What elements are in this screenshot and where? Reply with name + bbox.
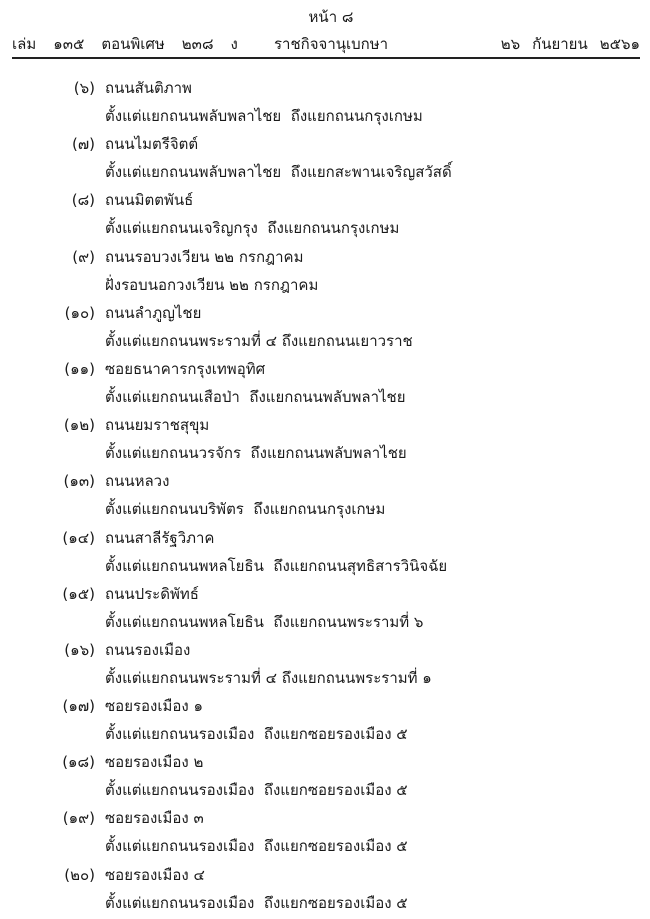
item-number: (๑๕) bbox=[62, 584, 95, 603]
item-description: ตั้งแต่แยกถนนพลับพลาไชย ถึงแยกสะพานเจริญสวัสดิ์ bbox=[105, 163, 452, 182]
section-label: ตอนพิเศษ bbox=[101, 35, 165, 53]
section-letter: ง bbox=[230, 35, 238, 53]
item-number: (๒๐) bbox=[64, 865, 95, 884]
item-description: ตั้งแต่แยกถนนบริพัตร ถึงแยกถนนกรุงเกษม bbox=[105, 500, 386, 519]
item-description: ฝั่งรอบนอกวงเวียน ๒๒ กรกฎาคม bbox=[105, 275, 319, 294]
volume-number: ๑๓๕ bbox=[53, 35, 85, 53]
item-description: ตั้งแต่แยกถนนเจริญกรุง ถึงแยกถนนกรุงเกษม bbox=[105, 219, 400, 238]
item-title: ถนนลำภูญไชย bbox=[105, 303, 202, 322]
list-item bbox=[0, 76, 650, 132]
page-number-title: หน้า ๘ bbox=[308, 8, 354, 26]
publication-name: ราชกิจจานุเบกษา bbox=[274, 35, 389, 53]
section-number: ๒๓๘ bbox=[181, 35, 214, 53]
list-item bbox=[0, 638, 650, 694]
volume-label: เล่ม bbox=[12, 35, 37, 53]
list-item bbox=[0, 694, 650, 750]
item-title: ซอยรองเมือง ๓ bbox=[105, 809, 204, 828]
item-number: (๑๘) bbox=[62, 753, 95, 772]
item-number: (๖) bbox=[73, 79, 95, 97]
list-item bbox=[0, 301, 650, 357]
list-item bbox=[0, 863, 650, 919]
item-number: (๑๖) bbox=[64, 640, 95, 659]
item-title: ถนนไมตรีจิตต์ bbox=[105, 135, 199, 154]
list-item bbox=[0, 132, 650, 188]
item-title: ซอยรองเมือง ๑ bbox=[105, 697, 204, 716]
list-item bbox=[0, 188, 650, 244]
item-title: ถนนมิตตพันธ์ bbox=[105, 191, 194, 210]
list-item bbox=[0, 526, 650, 582]
item-number: (๘) bbox=[71, 191, 95, 210]
list-item bbox=[0, 357, 650, 413]
item-number: (๑๗) bbox=[62, 697, 95, 716]
item-title: ถนนสันติภาพ bbox=[105, 79, 192, 97]
date-day: ๒๖ bbox=[500, 35, 521, 53]
item-description: ตั้งแต่แยกถนนพหลโยธิน ถึงแยกถนนสุทธิสารวินิจฉัย bbox=[105, 556, 448, 575]
list-item bbox=[0, 413, 650, 469]
item-number: (๑๓) bbox=[63, 472, 95, 491]
item-title: ซอยธนาคารกรุงเทพอุทิศ bbox=[105, 359, 266, 378]
item-title: ซอยรองเมือง ๒ bbox=[105, 753, 204, 772]
item-description: ตั้งแต่แยกถนนรองเมือง ถึงแยกซอยรองเมือง ๕ bbox=[105, 893, 408, 912]
list-item bbox=[0, 469, 650, 525]
item-title: ถนนประดิพัทธ์ bbox=[105, 584, 199, 603]
item-description: ตั้งแต่แยกถนนรองเมือง ถึงแยกซอยรองเมือง ๕ bbox=[105, 725, 408, 744]
item-number: (๙) bbox=[72, 247, 95, 266]
date-year: ๒๕๖๑ bbox=[599, 35, 640, 53]
item-title: ซอยรองเมือง ๔ bbox=[105, 865, 205, 884]
item-description: ตั้งแต่แยกถนนรองเมือง ถึงแยกซอยรองเมือง ๕ bbox=[105, 837, 408, 856]
item-description: ตั้งแต่แยกถนนพหลโยธิน ถึงแยกถนนพระรามที่ ๖ bbox=[105, 612, 424, 631]
date-month: กันยายน bbox=[532, 35, 588, 53]
item-number: (๗) bbox=[72, 135, 95, 154]
gazette-issue-info bbox=[12, 33, 255, 55]
item-number: (๑๒) bbox=[63, 416, 95, 435]
item-description: ตั้งแต่แยกถนนพลับพลาไชย ถึงแยกถนนกรุงเกษม bbox=[105, 107, 423, 125]
item-number: (๑๐) bbox=[64, 303, 95, 322]
gazette-header bbox=[12, 33, 640, 55]
list-item bbox=[0, 582, 650, 638]
item-title: ถนนยมราชสุขุม bbox=[105, 416, 210, 435]
item-title: ถนนสาลีรัฐวิภาค bbox=[105, 528, 215, 547]
item-title: ถนนรอบวงเวียน ๒๒ กรกฎาคม bbox=[105, 247, 304, 266]
item-number: (๑๙) bbox=[62, 809, 95, 828]
item-number: (๑๑) bbox=[64, 359, 95, 378]
list-item bbox=[0, 806, 650, 862]
road-list bbox=[0, 76, 650, 919]
list-item bbox=[0, 245, 650, 301]
item-description: ตั้งแต่แยกถนนพระรามที่ ๔ ถึงแยกถนนพระรามที่ ๑ bbox=[105, 668, 432, 687]
list-item bbox=[0, 750, 650, 806]
publication-date bbox=[489, 33, 640, 55]
item-title: ถนนหลวง bbox=[105, 472, 170, 491]
item-description: ตั้งแต่แยกถนนเสือป่า ถึงแยกถนนพลับพลาไชย bbox=[105, 387, 406, 406]
item-title: ถนนรองเมือง bbox=[105, 640, 191, 659]
item-description: ตั้งแต่แยกถนนพระรามที่ ๔ ถึงแยกถนนเยาวราช bbox=[105, 331, 413, 350]
item-description: ตั้งแต่แยกถนนรองเมือง ถึงแยกซอยรองเมือง ๕ bbox=[105, 781, 408, 800]
item-description: ตั้งแต่แยกถนนวรจักร ถึงแยกถนนพลับพลาไชย bbox=[105, 444, 407, 463]
header-divider bbox=[12, 57, 640, 59]
item-number: (๑๔) bbox=[62, 528, 95, 547]
